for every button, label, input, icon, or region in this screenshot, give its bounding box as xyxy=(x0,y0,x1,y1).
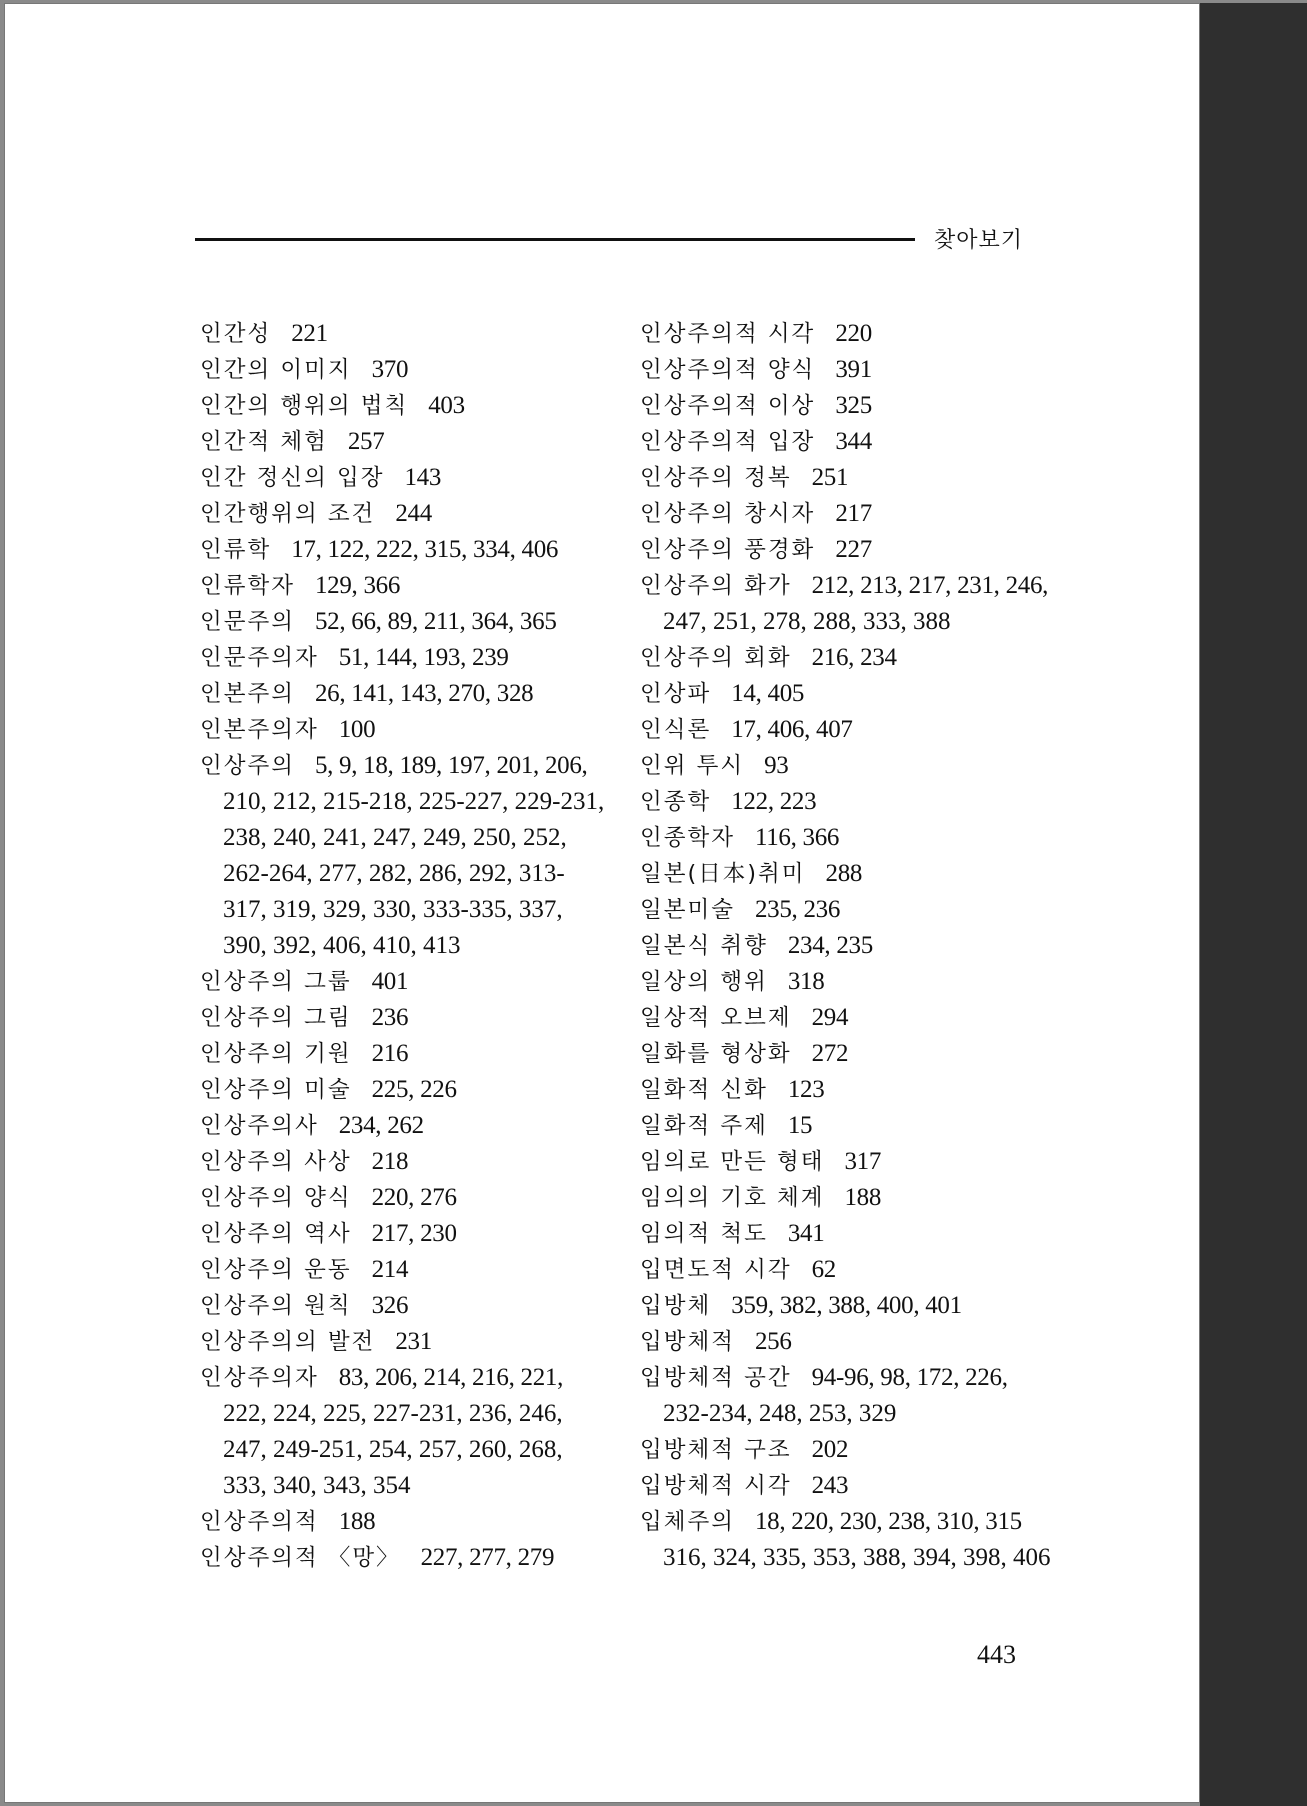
index-entry xyxy=(200,676,620,712)
index-pages: 216, 234 xyxy=(811,644,897,671)
index-term: 인류학 xyxy=(200,537,272,563)
index-pages: 251 xyxy=(811,464,849,491)
index-pages: 188 xyxy=(338,1508,376,1535)
index-pages: 341 xyxy=(787,1220,825,1247)
index-pages: 123 xyxy=(787,1076,825,1103)
index-entry xyxy=(200,1252,620,1288)
index-entry xyxy=(640,856,1050,892)
index-entry xyxy=(640,928,1050,964)
index-term: 인종학 xyxy=(640,789,712,815)
index-entry xyxy=(640,532,1050,568)
index-term: 일화를 형상화 xyxy=(640,1041,792,1067)
index-entry xyxy=(640,1468,1050,1504)
index-entry xyxy=(640,748,1050,784)
index-term: 인상주의 창시자 xyxy=(640,501,816,527)
index-pages: 18, 220, 230, 238, 310, 315 xyxy=(754,1508,1022,1535)
header-rule xyxy=(195,238,915,241)
index-term: 인상주의자 xyxy=(200,1365,319,1391)
index-term: 인류학자 xyxy=(200,573,295,599)
index-term: 인상주의적 시각 xyxy=(640,321,816,347)
index-term: 일상의 행위 xyxy=(640,969,768,995)
index-pages: 391 xyxy=(835,356,872,383)
index-term: 임의로 만든 형태 xyxy=(640,1149,825,1175)
index-pages: 212, 213, 217, 231, 246, xyxy=(811,572,1049,599)
index-term: 인상주의의 발전 xyxy=(200,1329,376,1355)
index-pages-continuation: 262-264, 277, 282, 286, 292, 313- xyxy=(223,860,565,887)
index-term: 입방체적 xyxy=(640,1329,735,1355)
index-term: 인상주의적 〈망〉 xyxy=(200,1545,401,1571)
index-pages-continuation: 222, 224, 225, 227-231, 236, 246, xyxy=(223,1400,563,1427)
index-pages: 17, 406, 407 xyxy=(731,716,853,743)
index-term: 인상주의 원칙 xyxy=(200,1293,352,1319)
index-pages-continuation: 247, 249-251, 254, 257, 260, 268, xyxy=(223,1436,563,1463)
index-pages: 235, 236 xyxy=(754,896,841,923)
index-entry xyxy=(640,820,1050,856)
index-term: 일본(日本)취미 xyxy=(640,861,806,887)
index-entry xyxy=(200,532,620,568)
index-pages-continuation: 333, 340, 343, 354 xyxy=(223,1472,411,1499)
index-entry xyxy=(200,1324,620,1360)
index-entry xyxy=(200,388,620,424)
running-title: 찾아보기 xyxy=(934,228,1024,253)
index-pages: 221 xyxy=(291,320,328,347)
index-term: 인상주의 그림 xyxy=(200,1005,352,1031)
index-term: 인상주의 회화 xyxy=(640,645,792,671)
index-pages: 15 xyxy=(787,1112,813,1139)
index-pages-continuation: 247, 251, 278, 288, 333, 388 xyxy=(663,608,951,635)
index-term: 인상주의 미술 xyxy=(200,1077,352,1103)
index-term: 인상주의적 입장 xyxy=(640,429,816,455)
index-term: 인상파 xyxy=(640,681,712,707)
index-term: 인상주의 화가 xyxy=(640,573,792,599)
index-pages: 52, 66, 89, 211, 364, 365 xyxy=(314,608,557,635)
index-column-left xyxy=(200,316,620,1576)
index-column-right xyxy=(640,316,1050,1576)
index-entry xyxy=(640,1216,1050,1252)
index-term: 인위 투시 xyxy=(640,753,745,779)
index-entry xyxy=(200,748,620,784)
index-entry xyxy=(640,388,1050,424)
index-pages: 202 xyxy=(811,1436,849,1463)
index-entry xyxy=(200,1108,620,1144)
index-pages: 100 xyxy=(338,716,376,743)
index-pages: 14, 405 xyxy=(731,680,805,707)
index-entry xyxy=(200,964,620,1000)
index-term: 입방체적 공간 xyxy=(640,1365,792,1391)
index-term: 인문주의 xyxy=(200,609,295,635)
index-entry xyxy=(640,1324,1050,1360)
index-pages: 227, 277, 279 xyxy=(420,1544,555,1571)
index-pages: 217 xyxy=(835,500,872,527)
index-pages: 143 xyxy=(404,464,442,491)
index-entry xyxy=(200,712,620,748)
index-entry xyxy=(200,640,620,676)
index-entry xyxy=(200,1540,620,1576)
index-entry xyxy=(640,496,1050,532)
index-entry xyxy=(640,1288,1050,1324)
index-entry xyxy=(640,424,1050,460)
index-pages-continuation: 316, 324, 335, 353, 388, 394, 398, 406 xyxy=(663,1544,1051,1571)
index-entry xyxy=(200,1072,620,1108)
index-pages: 62 xyxy=(811,1256,836,1283)
index-term: 인상주의적 양식 xyxy=(640,357,816,383)
index-entry xyxy=(640,964,1050,1000)
index-pages-continuation: 210, 212, 215-218, 225-227, 229-231, xyxy=(223,788,605,815)
index-term: 입방체적 구조 xyxy=(640,1437,792,1463)
index-entry xyxy=(200,1288,620,1324)
index-entry xyxy=(200,1216,620,1252)
index-pages: 214 xyxy=(371,1256,409,1283)
index-entry xyxy=(640,1252,1050,1288)
index-term: 인간 정신의 입장 xyxy=(200,465,385,491)
index-entry xyxy=(640,784,1050,820)
index-entry xyxy=(640,676,1050,712)
index-pages: 129, 366 xyxy=(314,572,401,599)
index-term: 인상주의 운동 xyxy=(200,1257,352,1283)
index-entry xyxy=(640,712,1050,748)
index-pages: 225, 226 xyxy=(371,1076,457,1103)
index-pages: 243 xyxy=(811,1472,849,1499)
viewer-background xyxy=(1200,3,1307,1806)
index-entry xyxy=(200,1504,620,1540)
index-pages: 93 xyxy=(764,752,789,779)
index-entry xyxy=(640,1432,1050,1468)
index-term: 인간의 행위의 법칙 xyxy=(200,393,409,419)
index-term: 인상주의 역사 xyxy=(200,1221,352,1247)
index-entry xyxy=(640,892,1050,928)
index-term: 인상주의 양식 xyxy=(200,1185,352,1211)
index-pages: 244 xyxy=(395,500,432,527)
index-entry xyxy=(640,460,1050,496)
index-term: 일본식 취향 xyxy=(640,933,768,959)
index-term: 인본주의 xyxy=(200,681,295,707)
index-entry xyxy=(640,1180,1050,1216)
index-pages: 234, 235 xyxy=(787,932,873,959)
index-term: 임의적 척도 xyxy=(640,1221,768,1247)
index-pages: 288 xyxy=(825,860,863,887)
index-term: 인문주의자 xyxy=(200,645,319,671)
index-entry xyxy=(200,604,620,640)
page-number: 443 xyxy=(977,1640,1016,1669)
index-term: 인상주의 정복 xyxy=(640,465,792,491)
index-pages: 26, 141, 143, 270, 328 xyxy=(314,680,534,707)
index-term: 입면도적 시각 xyxy=(640,1257,792,1283)
index-pages: 403 xyxy=(428,392,465,419)
index-term: 인상주의 풍경화 xyxy=(640,537,816,563)
index-pages: 231 xyxy=(395,1328,432,1355)
index-term: 입체주의 xyxy=(640,1509,735,1535)
index-entry xyxy=(640,1360,1050,1396)
index-term: 인상주의 기원 xyxy=(200,1041,352,1067)
index-pages-continuation: 317, 319, 329, 330, 333-335, 337, xyxy=(223,896,563,923)
index-term: 일상적 오브제 xyxy=(640,1005,792,1031)
index-pages-continuation: 238, 240, 241, 247, 249, 250, 252, xyxy=(223,824,567,851)
index-entry xyxy=(640,352,1050,388)
index-pages: 220, 276 xyxy=(371,1184,457,1211)
index-term: 인상주의 그룹 xyxy=(200,969,352,995)
index-entry xyxy=(200,568,620,604)
index-entry xyxy=(200,1000,620,1036)
index-pages: 317 xyxy=(844,1148,882,1175)
index-pages: 51, 144, 193, 239 xyxy=(338,644,509,671)
index-term: 인상주의 xyxy=(200,753,295,779)
index-pages: 272 xyxy=(811,1040,849,1067)
index-term: 인본주의자 xyxy=(200,717,319,743)
index-pages: 122, 223 xyxy=(731,788,817,815)
index-term: 일본미술 xyxy=(640,897,735,923)
index-pages: 227 xyxy=(835,536,872,563)
index-term: 인간행위의 조건 xyxy=(200,501,376,527)
index-entry xyxy=(200,496,620,532)
index-pages-continuation: 390, 392, 406, 410, 413 xyxy=(223,932,461,959)
index-entry xyxy=(640,568,1050,604)
index-pages: 256 xyxy=(754,1328,792,1355)
index-entry xyxy=(200,1036,620,1072)
index-entry xyxy=(640,640,1050,676)
index-pages: 370 xyxy=(371,356,409,383)
index-term: 일화적 신화 xyxy=(640,1077,768,1103)
index-pages: 359, 382, 388, 400, 401 xyxy=(731,1292,962,1319)
index-entry xyxy=(200,424,620,460)
index-term: 입방체 xyxy=(640,1293,712,1319)
index-entry xyxy=(200,352,620,388)
index-pages-continuation: 232-234, 248, 253, 329 xyxy=(663,1400,897,1427)
index-term: 인간의 이미지 xyxy=(200,357,352,383)
index-pages: 17, 122, 222, 315, 334, 406 xyxy=(291,536,559,563)
index-pages: 94-96, 98, 172, 226, xyxy=(811,1364,1008,1391)
index-entry xyxy=(640,1036,1050,1072)
index-term: 인상주의적 xyxy=(200,1509,319,1535)
index-pages: 344 xyxy=(835,428,872,455)
index-pages: 294 xyxy=(811,1004,849,1031)
index-entry xyxy=(640,316,1050,352)
index-term: 입방체적 시각 xyxy=(640,1473,792,1499)
index-entry xyxy=(200,460,620,496)
index-pages: 217, 230 xyxy=(371,1220,457,1247)
index-entry xyxy=(200,1180,620,1216)
index-pages: 236 xyxy=(371,1004,409,1031)
index-term: 인간성 xyxy=(200,321,272,347)
index-entry xyxy=(640,1072,1050,1108)
index-pages: 218 xyxy=(371,1148,409,1175)
index-entry xyxy=(640,1000,1050,1036)
index-entry xyxy=(200,316,620,352)
index-term: 인종학자 xyxy=(640,825,735,851)
index-entry xyxy=(640,1504,1050,1540)
index-pages: 401 xyxy=(371,968,409,995)
index-term: 임의의 기호 체계 xyxy=(640,1185,825,1211)
index-pages: 5, 9, 18, 189, 197, 201, 206, xyxy=(314,752,588,779)
index-pages: 325 xyxy=(835,392,872,419)
index-term: 인상주의적 이상 xyxy=(640,393,816,419)
index-pages: 188 xyxy=(844,1184,882,1211)
index-term: 인상주의 사상 xyxy=(200,1149,352,1175)
index-term: 인간적 체험 xyxy=(200,429,328,455)
index-pages: 326 xyxy=(371,1292,409,1319)
index-pages: 318 xyxy=(787,968,825,995)
index-term: 인식론 xyxy=(640,717,712,743)
index-pages: 257 xyxy=(347,428,385,455)
index-pages: 234, 262 xyxy=(338,1112,424,1139)
index-pages: 83, 206, 214, 216, 221, xyxy=(338,1364,564,1391)
index-entry xyxy=(640,1144,1050,1180)
index-entry xyxy=(640,1108,1050,1144)
index-pages: 216 xyxy=(371,1040,409,1067)
index-pages: 220 xyxy=(835,320,872,347)
index-pages: 116, 366 xyxy=(754,824,840,851)
index-entry xyxy=(200,1144,620,1180)
index-term: 인상주의사 xyxy=(200,1113,319,1139)
index-entry xyxy=(200,1360,620,1396)
index-term: 일화적 주제 xyxy=(640,1113,768,1139)
